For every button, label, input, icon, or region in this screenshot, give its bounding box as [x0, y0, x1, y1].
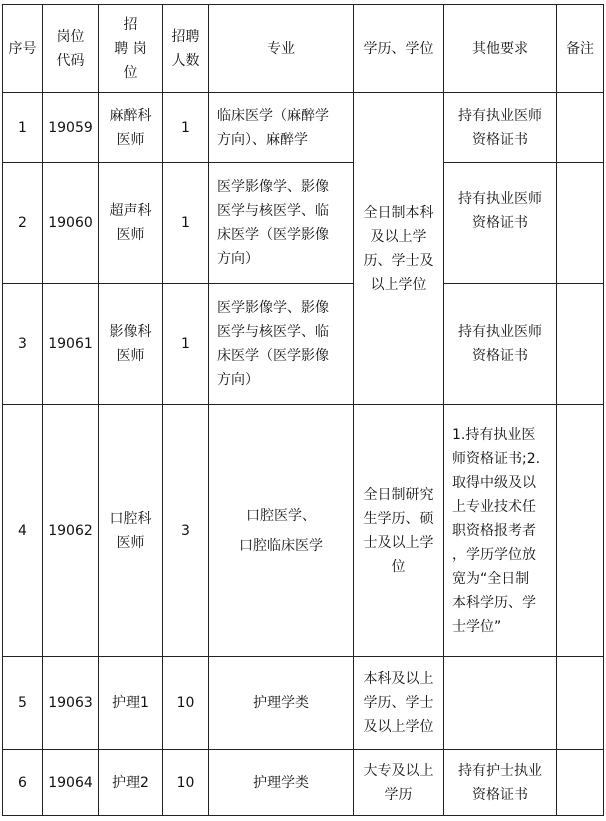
- cell-major: 医学影像学、影像 医学与核医学、临 床医学（医学影像 方向）: [209, 163, 354, 284]
- cell-remark: [557, 405, 604, 657]
- header-position: 招 聘 岗 位: [99, 5, 163, 93]
- cell-count: 10: [163, 750, 209, 816]
- cell-major: 临床医学（麻醉学 方向）、麻醉学: [209, 93, 354, 163]
- cell-seq: 2: [3, 163, 43, 284]
- cell-other: 持有执业医师 资格证书: [444, 93, 557, 163]
- table-row: [3, 93, 604, 163]
- header-seq: 序号: [3, 5, 43, 93]
- cell-count: 1: [163, 163, 209, 284]
- cell-major: 护理学类: [209, 750, 354, 816]
- table-row: [3, 750, 604, 816]
- cell-education-merged: 全日制本科 及以上学 历、学士及 以上学位: [354, 93, 444, 405]
- cell-other: [444, 657, 557, 750]
- cell-other: 持有执业医师 资格证书: [444, 163, 557, 284]
- cell-position: 护理2: [99, 750, 163, 816]
- cell-code: 19061: [43, 284, 99, 405]
- cell-other: 持有执业医师 资格证书: [444, 284, 557, 405]
- cell-position: 口腔科 医师: [99, 405, 163, 657]
- header-remark: 备注: [557, 5, 604, 93]
- cell-count: 3: [163, 405, 209, 657]
- cell-position: 麻醉科 医师: [99, 93, 163, 163]
- header-row: [3, 5, 604, 93]
- cell-code: 19060: [43, 163, 99, 284]
- cell-remark: [557, 750, 604, 816]
- table-row: [3, 405, 604, 657]
- cell-major: 医学影像学、影像 医学与核医学、临 床医学（医学影像 方向）: [209, 284, 354, 405]
- cell-remark: [557, 163, 604, 284]
- cell-code: 19059: [43, 93, 99, 163]
- cell-position: 护理1: [99, 657, 163, 750]
- table-row: [3, 657, 604, 750]
- cell-code: 19063: [43, 657, 99, 750]
- header-education: 学历、学位: [354, 5, 444, 93]
- recruitment-table: [2, 4, 604, 816]
- cell-remark: [557, 93, 604, 163]
- cell-count: 1: [163, 93, 209, 163]
- cell-code: 19064: [43, 750, 99, 816]
- cell-count: 1: [163, 284, 209, 405]
- table-row: [3, 284, 604, 405]
- cell-seq: 6: [3, 750, 43, 816]
- cell-position: 影像科 医师: [99, 284, 163, 405]
- cell-education: 本科及以上 学历、学士 及以上学位: [354, 657, 444, 750]
- cell-remark: [557, 657, 604, 750]
- cell-code: 19062: [43, 405, 99, 657]
- cell-seq: 4: [3, 405, 43, 657]
- header-other: 其他要求: [444, 5, 557, 93]
- header-count: 招聘 人数: [163, 5, 209, 93]
- table-row: [3, 163, 604, 284]
- header-major: 专业: [209, 5, 354, 93]
- cell-major: 口腔医学、 口腔临床医学: [209, 405, 354, 657]
- cell-seq: 3: [3, 284, 43, 405]
- cell-count: 10: [163, 657, 209, 750]
- cell-major: 护理学类: [209, 657, 354, 750]
- cell-remark: [557, 284, 604, 405]
- cell-other: 1.持有执业医 师资格证书;2. 取得中级及以 上专业技术任 职资格报考者 ，学历学位放 宽为“全日制 本科学历、学 士学位”: [444, 405, 557, 657]
- cell-position: 超声科 医师: [99, 163, 163, 284]
- cell-seq: 5: [3, 657, 43, 750]
- cell-seq: 1: [3, 93, 43, 163]
- cell-education: 大专及以上 学历: [354, 750, 444, 816]
- cell-other: 持有护士执业 资格证书: [444, 750, 557, 816]
- cell-education: 全日制研究 生学历、硕 士及以上学 位: [354, 405, 444, 657]
- header-code: 岗位 代码: [43, 5, 99, 93]
